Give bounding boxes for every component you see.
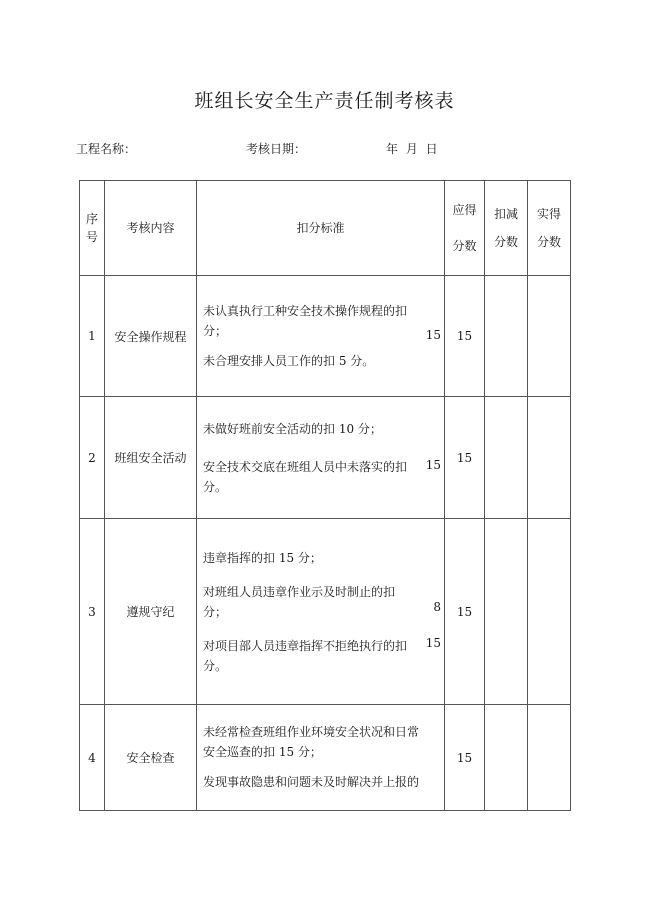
- table-header-row: [80, 181, 571, 276]
- criteria-line: 安全技术交底在班组人员中未落实的扣分。: [203, 459, 408, 494]
- row-criteria: [197, 276, 445, 397]
- row-criteria: [197, 705, 445, 811]
- criteria-line: 发现事故隐患和问题未及时解决并上报的: [203, 774, 420, 789]
- header-content: 考核内容: [105, 181, 197, 276]
- row-deducted: [485, 705, 528, 811]
- row-number: 1: [80, 276, 105, 397]
- date-units: 年 月 日: [386, 142, 438, 156]
- criteria-line: 违章指挥的扣 15 分；: [203, 550, 322, 565]
- table-row: [80, 397, 571, 519]
- deduction-points: 8 15: [425, 599, 441, 650]
- deduction-points: 15: [425, 328, 441, 342]
- row-criteria: [197, 519, 445, 705]
- row-actual: [528, 397, 571, 519]
- table-row: [80, 276, 571, 397]
- row-actual: [528, 276, 571, 397]
- row-deducted: [485, 519, 528, 705]
- table-row: [80, 705, 571, 811]
- header-deducted-points: 扣减 分数: [485, 181, 528, 276]
- row-number: 2: [80, 397, 105, 519]
- row-content: 遵规守纪: [105, 519, 197, 705]
- assessment-table: [79, 180, 571, 811]
- row-due-points: 15: [445, 519, 485, 705]
- row-number: 3: [80, 519, 105, 705]
- header-criteria: 扣分标准: [197, 181, 445, 276]
- row-content: 安全检查: [105, 705, 197, 811]
- row-content: 安全操作规程: [105, 276, 197, 397]
- criteria-line: 未合理安排人员工作的扣 5 分。: [203, 354, 375, 368]
- deduction-points: 15: [425, 457, 441, 472]
- row-number: 4: [80, 705, 105, 811]
- row-criteria: [197, 397, 445, 519]
- row-deducted: [485, 276, 528, 397]
- criteria-line: 未认真执行工种安全技术操作规程的扣分；: [203, 304, 408, 338]
- project-name-label: 工程名称：: [76, 142, 137, 156]
- document-title: 班组长安全生产责任制考核表: [194, 90, 455, 112]
- row-due-points: 15: [445, 705, 485, 811]
- row-actual: [528, 519, 571, 705]
- row-content: 班组安全活动: [105, 397, 197, 519]
- row-actual: [528, 705, 571, 811]
- row-due-points: 15: [445, 276, 485, 397]
- row-deducted: [485, 397, 528, 519]
- assessment-date-label: 考核日期：: [246, 142, 307, 156]
- header-actual-points: 实得 分数: [528, 181, 571, 276]
- criteria-line: 对项目部人员违章指挥不拒绝执行的扣分。: [203, 638, 408, 673]
- criteria-line: 对班组人员违章作业示及时制止的扣分；: [203, 584, 396, 619]
- header-seq: 序 号: [80, 181, 105, 276]
- table-row: [80, 519, 571, 705]
- criteria-line: 未做好班前安全活动的扣 10 分；: [203, 421, 382, 436]
- header-due-points: 应得 分数: [445, 181, 485, 276]
- criteria-line: 未经常检查班组作业环境安全状况和日常安全巡查的扣 15 分；: [203, 724, 420, 759]
- row-due-points: 15: [445, 397, 485, 519]
